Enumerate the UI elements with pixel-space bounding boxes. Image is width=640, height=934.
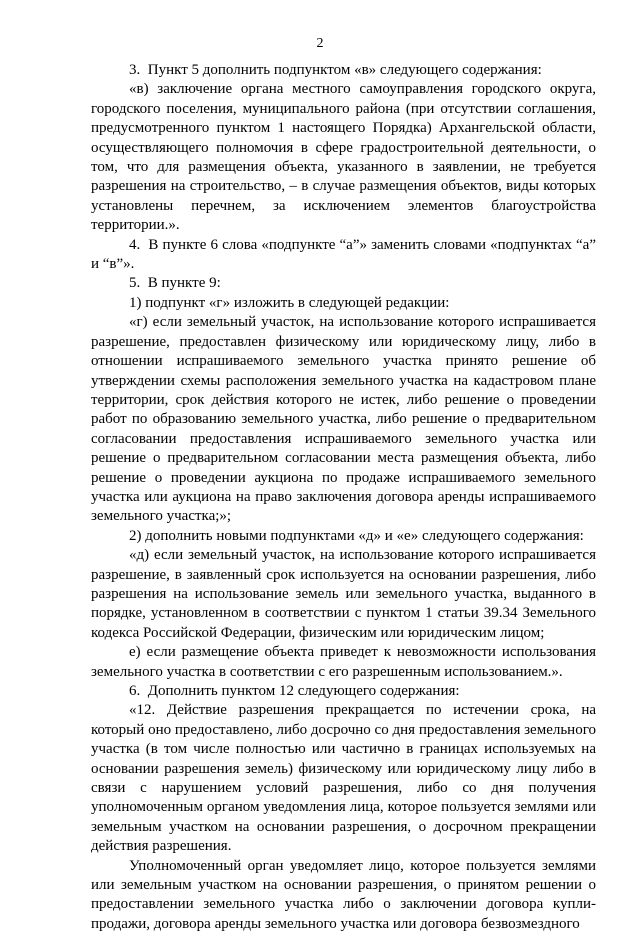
paragraph-item-5: 5. В пункте 9: [129, 275, 221, 292]
paragraph-subitem-v-text: «в) заключение органа местного самоуправления городского округа, городского поселения, муниципального района (при отсутствии соглашения, предусмотренного пунктом 1 настоящего Порядка) Архангельской области, осуществляющего полномочия в сфере градостроительной деятельности, о том, что для размещения объекта, указанного в заявлении, не требуется разрешения на строительство, – в случае размещения объектов, виды которых установлены перечнем, за исключением элементов благоустройства территории.». [91, 81, 596, 234]
page-number: 2 [316, 36, 324, 51]
paragraph-notification-text: Уполномоченный орган уведомляет лицо, которое пользуется землями или земельным участком на основании разрешения, о принятом решении о предоставлении земельного участка либо о заключении договора купли-продажи, договора аренды земельного участка или договора безвозмездного [91, 857, 596, 932]
document-body [91, 61, 596, 934]
paragraph-subitem-d-text: «д) если земельный участок, на использование которого испрашивается разрешение, в заявленный срок используется на основании разрешения, либо разрешения на использование земель или земельного участка, выданного в порядке, установленном в соответствии с пунктом 1 статьи 39.34 Земельного кодекса Российской Федерации, физическим или юридическим лицом; [91, 547, 596, 641]
paragraph-subitem-g-text: «г) если земельный участок, на использование которого испрашивается разрешение, предоставлен физическому или юридическому лицу, либо в отношении испрашиваемого земельного участка принято решение об утверждении схемы расположения земельного участка на кадастровом плане территории, срок действия которого не истек, либо решение о проведении работ по образованию земельного участка, либо решение о предварительном согласовании предоставления испрашиваемого земельного участка или решение о предварительном согласовании места размещения объекта, либо решение о проведении аукциона по продаже испрашиваемого земельного участка или аукциона на право заключения договора аренды испрашиваемого земельного участка;»; [91, 314, 596, 525]
paragraph-item-5-2: 2) дополнить новыми подпунктами «д» и «е» следующего содержания: [129, 527, 584, 544]
paragraph-item-5-1: 1) подпункт «г» изложить в следующей редакции: [129, 294, 450, 311]
paragraph-item-6: 6. Дополнить пунктом 12 следующего содержания: [129, 683, 460, 699]
paragraph-item-12-text: «12. Действие разрешения прекращается по истечении срока, на который оно предоставлено, либо досрочно со дня предоставления земельного участка (в том числе полностью или частично в границах используемых на основании разрешения земель) физическому или юридическому лицу либо в связи с нарушением условий разрешения, либо со дня получения уполномоченным органом уведомления лица, которое пользуется землями или земельным участком на основании разрешения, о досрочном прекращении действия разрешения. [91, 702, 596, 855]
paragraph-item-3: 3. Пункт 5 дополнить подпунктом «в» следующего содержания: [129, 62, 542, 78]
paragraph-item-4: 4. В пункте 6 слова «подпункте “а”» заменить словами «подпунктах “а” и “в”». [91, 236, 596, 273]
paragraph-subitem-e-text: е) если размещение объекта приведет к невозможности использования земельного участка в соответствии с его разрешенным использованием.». [91, 644, 596, 680]
